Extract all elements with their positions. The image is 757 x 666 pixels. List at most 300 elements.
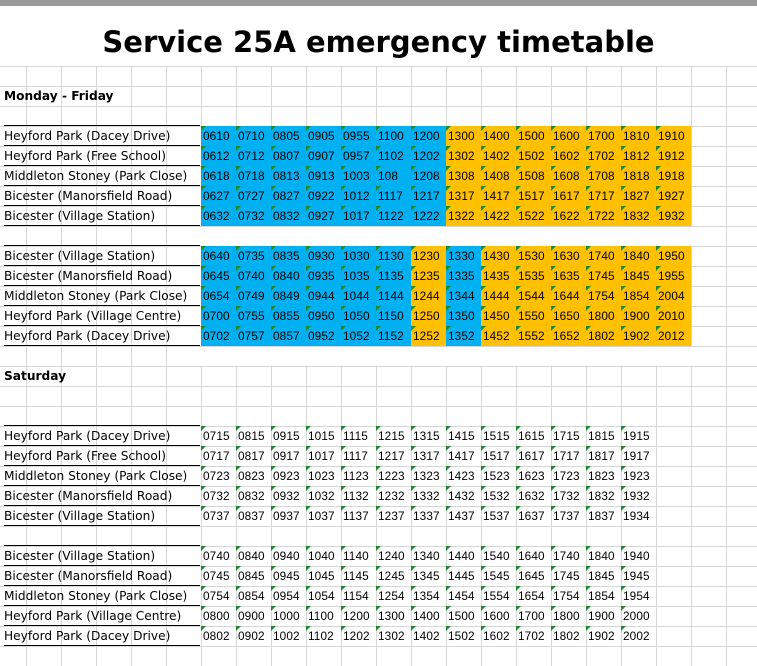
departure-time-cell[interactable]: 1117 xyxy=(376,186,411,206)
section-heading: Monday - Friday xyxy=(4,89,114,103)
departure-time-cell[interactable]: 1423 xyxy=(446,466,481,486)
departure-time-cell[interactable]: 1927 xyxy=(656,186,691,206)
departure-time-cell[interactable]: 1350 xyxy=(446,306,481,326)
departure-time-cell[interactable]: 0900 xyxy=(236,606,271,626)
departure-time-cell[interactable]: 1254 xyxy=(376,586,411,606)
timetable-row xyxy=(0,466,757,486)
departure-time-cell[interactable]: 1517 xyxy=(516,186,551,206)
departure-time-cell[interactable]: 1037 xyxy=(306,506,341,526)
departure-time-cell[interactable]: 1035 xyxy=(341,266,376,286)
departure-time-cell[interactable]: 0930 xyxy=(306,246,341,266)
departure-time-cell[interactable]: 1217 xyxy=(411,186,446,206)
departure-time-cell[interactable]: 1402 xyxy=(481,146,516,166)
stop-name-cell[interactable]: Heyford Park (Village Centre) xyxy=(4,309,182,323)
stop-name-cell[interactable]: Middleton Stoney (Park Close) xyxy=(4,289,188,303)
departure-time-cell[interactable]: 0627 xyxy=(201,186,236,206)
departure-time-cell[interactable]: 1100 xyxy=(306,606,341,626)
departure-time-cell[interactable]: 1323 xyxy=(411,466,446,486)
departure-time-cell[interactable]: 1202 xyxy=(411,146,446,166)
departure-time-cell[interactable]: 1315 xyxy=(411,426,446,446)
departure-time-cell[interactable]: 1702 xyxy=(516,626,551,646)
departure-time-cell[interactable]: 0944 xyxy=(306,286,341,306)
departure-time-cell[interactable]: 1522 xyxy=(516,206,551,226)
departure-time-cell[interactable]: 1500 xyxy=(446,606,481,626)
departure-time-cell[interactable]: 0802 xyxy=(201,626,236,646)
departure-time-cell[interactable]: 1040 xyxy=(306,546,341,566)
departure-time-cell[interactable]: 1100 xyxy=(376,126,411,146)
timetable-row xyxy=(0,486,757,506)
departure-time-cell[interactable]: 1550 xyxy=(516,306,551,326)
departure-time-cell[interactable]: 1800 xyxy=(551,606,586,626)
departure-time-cell[interactable]: 1054 xyxy=(306,586,341,606)
departure-time-cell[interactable]: 2002 xyxy=(621,626,656,646)
departure-time-cell[interactable]: 0915 xyxy=(271,426,306,446)
departure-time-cell[interactable]: 1802 xyxy=(586,326,621,346)
departure-time-cell[interactable]: 1123 xyxy=(341,466,376,486)
departure-time-cell[interactable]: 1854 xyxy=(621,286,656,306)
departure-time-cell[interactable]: 1918 xyxy=(656,166,691,186)
departure-time-cell[interactable]: 1854 xyxy=(586,586,621,606)
departure-time-cell[interactable]: 0732 xyxy=(236,206,271,226)
departure-time-cell[interactable]: 1902 xyxy=(586,626,621,646)
stop-name-cell[interactable]: Heyford Park (Dacey Drive) xyxy=(4,629,171,643)
departure-time-cell[interactable]: 1654 xyxy=(516,586,551,606)
departure-time-cell[interactable]: 1617 xyxy=(551,186,586,206)
departure-time-cell[interactable]: 1640 xyxy=(516,546,551,566)
departure-time-cell[interactable]: 0654 xyxy=(201,286,236,306)
departure-time-cell[interactable]: 0923 xyxy=(271,466,306,486)
departure-time-cell[interactable]: 1923 xyxy=(621,466,656,486)
departure-time-cell[interactable]: 0755 xyxy=(236,306,271,326)
departure-time-cell[interactable]: 1837 xyxy=(586,506,621,526)
departure-time-cell[interactable]: 1502 xyxy=(446,626,481,646)
departure-time-cell[interactable]: 1540 xyxy=(481,546,516,566)
departure-time-cell[interactable]: 1723 xyxy=(551,466,586,486)
departure-time-cell[interactable]: 1517 xyxy=(481,446,516,466)
departure-time-cell[interactable]: 1045 xyxy=(306,566,341,586)
departure-time-cell[interactable]: 1650 xyxy=(551,306,586,326)
departure-time-cell[interactable]: 1622 xyxy=(551,206,586,226)
departure-time-cell[interactable]: 1700 xyxy=(516,606,551,626)
departure-time-cell[interactable]: 1052 xyxy=(341,326,376,346)
departure-time-cell[interactable]: 1408 xyxy=(481,166,516,186)
departure-time-cell[interactable]: 1117 xyxy=(341,446,376,466)
departure-time-cell[interactable]: 1417 xyxy=(481,186,516,206)
departure-time-cell[interactable]: 1817 xyxy=(586,446,621,466)
departure-time-cell[interactable]: 1352 xyxy=(446,326,481,346)
departure-time-cell[interactable]: 1322 xyxy=(446,206,481,226)
departure-time-cell[interactable]: 1832 xyxy=(586,486,621,506)
departure-time-cell[interactable]: 1102 xyxy=(306,626,341,646)
departure-time-cell[interactable]: 0807 xyxy=(271,146,306,166)
departure-time-cell[interactable]: 1912 xyxy=(656,146,691,166)
departure-time-cell[interactable]: 1508 xyxy=(516,166,551,186)
departure-time-cell[interactable]: 0854 xyxy=(236,586,271,606)
departure-time-cell[interactable]: 2000 xyxy=(621,606,656,626)
departure-time-cell[interactable]: 1415 xyxy=(446,426,481,446)
departure-time-cell[interactable]: 1900 xyxy=(621,306,656,326)
departure-time-cell[interactable]: 1122 xyxy=(376,206,411,226)
departure-time-cell[interactable]: 1554 xyxy=(481,586,516,606)
departure-time-cell[interactable]: 1608 xyxy=(551,166,586,186)
departure-time-cell[interactable]: 0817 xyxy=(236,446,271,466)
departure-time-cell[interactable]: 1337 xyxy=(411,506,446,526)
departure-time-cell[interactable]: 1023 xyxy=(306,466,341,486)
departure-time-cell[interactable]: 0837 xyxy=(236,506,271,526)
departure-time-cell[interactable]: 0754 xyxy=(201,586,236,606)
departure-time-cell[interactable]: 1902 xyxy=(621,326,656,346)
departure-time-cell[interactable]: 1332 xyxy=(411,486,446,506)
departure-time-cell[interactable]: 1152 xyxy=(376,326,411,346)
departure-time-cell[interactable]: 1235 xyxy=(411,266,446,286)
departure-time-cell[interactable]: 1130 xyxy=(376,246,411,266)
stop-name-cell[interactable]: Bicester (Village Station) xyxy=(4,209,156,223)
departure-time-cell[interactable]: 0857 xyxy=(271,326,306,346)
departure-time-cell[interactable]: 1244 xyxy=(411,286,446,306)
departure-time-cell[interactable]: 1845 xyxy=(586,566,621,586)
stop-name-cell[interactable]: Bicester (Manorsfield Road) xyxy=(4,189,173,203)
departure-time-cell[interactable]: 1217 xyxy=(376,446,411,466)
departure-time-cell[interactable]: 0618 xyxy=(201,166,236,186)
departure-time-cell[interactable]: 1050 xyxy=(341,306,376,326)
departure-time-cell[interactable]: 1330 xyxy=(446,246,481,266)
stop-name-cell[interactable]: Bicester (Manorsfield Road) xyxy=(4,569,173,583)
departure-time-cell[interactable]: 2010 xyxy=(656,306,691,326)
departure-time-cell[interactable]: 1630 xyxy=(551,246,586,266)
departure-time-cell[interactable]: 1430 xyxy=(481,246,516,266)
timetable-row xyxy=(0,606,757,626)
departure-time-cell[interactable]: 0907 xyxy=(306,146,341,166)
departure-time-cell[interactable]: 1955 xyxy=(656,266,691,286)
departure-time-cell[interactable]: 1602 xyxy=(551,146,586,166)
departure-time-cell[interactable]: 2004 xyxy=(656,286,691,306)
departure-time-cell[interactable]: 0855 xyxy=(271,306,306,326)
departure-time-cell[interactable]: 1745 xyxy=(586,266,621,286)
departure-time-cell[interactable]: 0813 xyxy=(271,166,306,186)
departure-time-cell[interactable]: 1340 xyxy=(411,546,446,566)
departure-time-cell[interactable]: 1532 xyxy=(481,486,516,506)
departure-time-cell[interactable]: 1535 xyxy=(516,266,551,286)
departure-time-cell[interactable]: 1600 xyxy=(551,126,586,146)
departure-time-cell[interactable]: 1435 xyxy=(481,266,516,286)
departure-time-cell[interactable]: 1552 xyxy=(516,326,551,346)
departure-time-cell[interactable]: 1208 xyxy=(411,166,446,186)
departure-time-cell[interactable]: 1240 xyxy=(376,546,411,566)
departure-time-cell[interactable]: 1910 xyxy=(656,126,691,146)
departure-time-cell[interactable]: 1737 xyxy=(551,506,586,526)
departure-time-cell[interactable]: 0950 xyxy=(306,306,341,326)
departure-time-cell[interactable]: 0745 xyxy=(201,566,236,586)
stop-name-cell[interactable]: Heyford Park (Dacey Drive) xyxy=(4,429,171,443)
departure-time-cell[interactable]: 1810 xyxy=(621,126,656,146)
departure-time-cell[interactable]: 0945 xyxy=(271,566,306,586)
departure-time-cell[interactable]: 1450 xyxy=(481,306,516,326)
departure-time-cell[interactable]: 0800 xyxy=(201,606,236,626)
departure-time-cell[interactable]: 1302 xyxy=(376,626,411,646)
departure-time-cell[interactable]: 1250 xyxy=(411,306,446,326)
departure-time-cell[interactable]: 1915 xyxy=(621,426,656,446)
departure-time-cell[interactable]: 1115 xyxy=(341,426,376,446)
departure-time-cell[interactable]: 1644 xyxy=(551,286,586,306)
departure-time-cell[interactable]: 1344 xyxy=(446,286,481,306)
departure-time-cell[interactable]: 1002 xyxy=(271,626,306,646)
departure-time-cell[interactable]: 1302 xyxy=(446,146,481,166)
departure-time-cell[interactable]: 0957 xyxy=(341,146,376,166)
departure-time-cell[interactable]: 0700 xyxy=(201,306,236,326)
timetable-row xyxy=(0,166,757,186)
departure-time-cell[interactable]: 1637 xyxy=(516,506,551,526)
departure-time-cell[interactable]: 0640 xyxy=(201,246,236,266)
departure-time-cell[interactable]: 1144 xyxy=(376,286,411,306)
departure-time-cell[interactable]: 1632 xyxy=(516,486,551,506)
departure-time-cell[interactable]: 1702 xyxy=(586,146,621,166)
departure-time-cell[interactable]: 1145 xyxy=(341,566,376,586)
departure-time-cell[interactable]: 1017 xyxy=(341,206,376,226)
departure-time-cell[interactable]: 1740 xyxy=(551,546,586,566)
departure-time-cell[interactable]: 0832 xyxy=(236,486,271,506)
departure-time-cell[interactable]: 1544 xyxy=(516,286,551,306)
departure-time-cell[interactable]: 1135 xyxy=(376,266,411,286)
departure-time-cell[interactable]: 0840 xyxy=(236,546,271,566)
departure-time-cell[interactable]: 1545 xyxy=(481,566,516,586)
departure-time-cell[interactable]: 1717 xyxy=(586,186,621,206)
departure-time-cell[interactable]: 1417 xyxy=(446,446,481,466)
stop-name-cell[interactable]: Middleton Stoney (Park Close) xyxy=(4,169,188,183)
departure-time-cell[interactable]: 1444 xyxy=(481,286,516,306)
departure-time-cell[interactable]: 1722 xyxy=(586,206,621,226)
departure-time-cell[interactable]: 1708 xyxy=(586,166,621,186)
departure-time-cell[interactable]: 0823 xyxy=(236,466,271,486)
departure-time-cell[interactable]: 1530 xyxy=(516,246,551,266)
departure-time-cell[interactable]: 0610 xyxy=(201,126,236,146)
stop-name-cell[interactable]: Bicester (Village Station) xyxy=(4,509,156,523)
departure-time-cell[interactable]: 0952 xyxy=(306,326,341,346)
departure-time-cell[interactable]: 1317 xyxy=(411,446,446,466)
departure-time-cell[interactable]: 0917 xyxy=(271,446,306,466)
departure-time-cell[interactable]: 1150 xyxy=(376,306,411,326)
departure-time-cell[interactable]: 1932 xyxy=(621,486,656,506)
departure-time-cell[interactable]: 0932 xyxy=(271,486,306,506)
timetable-row xyxy=(0,146,757,166)
departure-time-cell[interactable]: 1137 xyxy=(341,506,376,526)
departure-time-cell[interactable]: 0612 xyxy=(201,146,236,166)
timetable-row xyxy=(0,186,757,206)
departure-time-cell[interactable]: 0955 xyxy=(341,126,376,146)
departure-time-cell[interactable]: 0927 xyxy=(306,206,341,226)
departure-time-cell[interactable]: 1840 xyxy=(621,246,656,266)
departure-time-cell[interactable]: 1600 xyxy=(481,606,516,626)
departure-time-cell[interactable]: 1140 xyxy=(341,546,376,566)
departure-time-cell[interactable]: 1030 xyxy=(341,246,376,266)
stop-name-cell[interactable]: Middleton Stoney (Park Close) xyxy=(4,469,188,483)
departure-time-cell[interactable]: 1202 xyxy=(341,626,376,646)
departure-time-cell[interactable]: 1840 xyxy=(586,546,621,566)
departure-time-cell[interactable]: 1502 xyxy=(516,146,551,166)
departure-time-cell[interactable]: 0805 xyxy=(271,126,306,146)
departure-time-cell[interactable]: 1652 xyxy=(551,326,586,346)
departure-time-cell[interactable]: 1717 xyxy=(551,446,586,466)
departure-time-cell[interactable]: 1623 xyxy=(516,466,551,486)
stop-name-cell[interactable]: Bicester (Village Station) xyxy=(4,249,156,263)
departure-time-cell[interactable]: 1700 xyxy=(586,126,621,146)
departure-time-cell[interactable]: 1800 xyxy=(586,306,621,326)
departure-time-cell[interactable]: 1818 xyxy=(621,166,656,186)
departure-time-cell[interactable]: 1245 xyxy=(376,566,411,586)
departure-time-cell[interactable]: 1537 xyxy=(481,506,516,526)
departure-time-cell[interactable]: 1917 xyxy=(621,446,656,466)
departure-time-cell[interactable]: 1132 xyxy=(341,486,376,506)
departure-time-cell[interactable]: 1308 xyxy=(446,166,481,186)
departure-time-cell[interactable]: 0740 xyxy=(236,266,271,286)
departure-time-cell[interactable]: 1827 xyxy=(621,186,656,206)
departure-time-cell[interactable]: 0913 xyxy=(306,166,341,186)
departure-time-cell[interactable]: 1932 xyxy=(656,206,691,226)
departure-time-cell[interactable]: 1823 xyxy=(586,466,621,486)
stop-name-cell[interactable]: Heyford Park (Free School) xyxy=(4,449,166,463)
departure-time-cell[interactable]: 1645 xyxy=(516,566,551,586)
departure-time-cell[interactable]: 0715 xyxy=(201,426,236,446)
stop-name-cell[interactable]: Heyford Park (Village Centre) xyxy=(4,609,182,623)
departure-time-cell[interactable]: 1845 xyxy=(621,266,656,286)
timetable-row xyxy=(0,426,757,446)
departure-time-cell[interactable]: 1252 xyxy=(411,326,446,346)
departure-time-cell[interactable]: 1215 xyxy=(376,426,411,446)
departure-time-cell[interactable]: 1515 xyxy=(481,426,516,446)
departure-time-cell[interactable]: 0737 xyxy=(201,506,236,526)
departure-time-cell[interactable]: 1154 xyxy=(341,586,376,606)
departure-time-cell[interactable]: 1300 xyxy=(446,126,481,146)
stop-name-cell[interactable]: Heyford Park (Dacey Drive) xyxy=(4,329,171,343)
departure-time-cell[interactable]: 1354 xyxy=(411,586,446,606)
stop-name-cell[interactable]: Heyford Park (Dacey Drive) xyxy=(4,129,171,143)
departure-time-cell[interactable]: 1815 xyxy=(586,426,621,446)
departure-time-cell[interactable]: 1440 xyxy=(446,546,481,566)
departure-time-cell[interactable]: 1223 xyxy=(376,466,411,486)
departure-time-cell[interactable]: 1602 xyxy=(481,626,516,646)
departure-time-cell[interactable]: 1437 xyxy=(446,506,481,526)
departure-time-cell[interactable]: 1945 xyxy=(621,566,656,586)
departure-time-cell[interactable]: 0827 xyxy=(271,186,306,206)
stop-name-cell[interactable]: Bicester (Manorsfield Road) xyxy=(4,489,173,503)
departure-time-cell[interactable]: 1745 xyxy=(551,566,586,586)
departure-time-cell[interactable]: 0940 xyxy=(271,546,306,566)
departure-time-cell[interactable]: 1754 xyxy=(551,586,586,606)
departure-time-cell[interactable]: 1950 xyxy=(656,246,691,266)
timetable-row xyxy=(0,126,757,146)
departure-time-cell[interactable]: 1732 xyxy=(551,486,586,506)
departure-time-cell[interactable]: 1102 xyxy=(376,146,411,166)
departure-time-cell[interactable]: 0702 xyxy=(201,326,236,346)
departure-time-cell[interactable]: 0749 xyxy=(236,286,271,306)
departure-time-cell[interactable]: 0935 xyxy=(306,266,341,286)
departure-time-cell[interactable]: 1015 xyxy=(306,426,341,446)
page-title: Service 25A emergency timetable xyxy=(102,25,655,59)
departure-time-cell[interactable]: 0735 xyxy=(236,246,271,266)
departure-time-cell[interactable]: 0905 xyxy=(306,126,341,146)
departure-time-cell[interactable]: 1044 xyxy=(341,286,376,306)
departure-time-cell[interactable]: 1940 xyxy=(621,546,656,566)
departure-time-cell[interactable]: 1237 xyxy=(376,506,411,526)
departure-time-cell[interactable]: 0732 xyxy=(201,486,236,506)
departure-time-cell[interactable]: 1345 xyxy=(411,566,446,586)
departure-time-cell[interactable]: 1422 xyxy=(481,206,516,226)
departure-time-cell[interactable]: 0717 xyxy=(201,446,236,466)
departure-time-cell[interactable]: 1523 xyxy=(481,466,516,486)
departure-time-cell[interactable]: 1317 xyxy=(446,186,481,206)
departure-time-cell[interactable]: 0902 xyxy=(236,626,271,646)
departure-time-cell[interactable]: 0710 xyxy=(236,126,271,146)
departure-time-cell[interactable]: 1500 xyxy=(516,126,551,146)
departure-time-cell[interactable]: 1032 xyxy=(306,486,341,506)
departure-time-cell[interactable]: 1740 xyxy=(586,246,621,266)
departure-time-cell[interactable]: 1400 xyxy=(411,606,446,626)
departure-time-cell[interactable]: 0757 xyxy=(236,326,271,346)
departure-time-cell[interactable]: 1300 xyxy=(376,606,411,626)
departure-time-cell[interactable]: 1715 xyxy=(551,426,586,446)
departure-time-cell[interactable]: 1802 xyxy=(551,626,586,646)
departure-time-cell[interactable]: 1832 xyxy=(621,206,656,226)
departure-time-cell[interactable]: 1232 xyxy=(376,486,411,506)
departure-time-cell[interactable]: 1615 xyxy=(516,426,551,446)
departure-time-cell[interactable]: 1812 xyxy=(621,146,656,166)
departure-time-cell[interactable]: 1900 xyxy=(586,606,621,626)
departure-time-cell[interactable]: 108 xyxy=(376,166,411,186)
departure-time-cell[interactable]: 0849 xyxy=(271,286,306,306)
departure-time-cell[interactable]: 0740 xyxy=(201,546,236,566)
departure-time-cell[interactable]: 1000 xyxy=(271,606,306,626)
departure-time-cell[interactable]: 1200 xyxy=(411,126,446,146)
departure-time-cell[interactable]: 0832 xyxy=(271,206,306,226)
departure-time-cell[interactable]: 0922 xyxy=(306,186,341,206)
stop-name-cell[interactable]: Bicester (Manorsfield Road) xyxy=(4,269,173,283)
departure-time-cell[interactable]: 1200 xyxy=(341,606,376,626)
departure-time-cell[interactable]: 1003 xyxy=(341,166,376,186)
departure-time-cell[interactable]: 0712 xyxy=(236,146,271,166)
departure-time-cell[interactable]: 0723 xyxy=(201,466,236,486)
departure-time-cell[interactable]: 2012 xyxy=(656,326,691,346)
departure-time-cell[interactable]: 1445 xyxy=(446,566,481,586)
departure-time-cell[interactable]: 0840 xyxy=(271,266,306,286)
departure-time-cell[interactable]: 1754 xyxy=(586,286,621,306)
departure-time-cell[interactable]: 1635 xyxy=(551,266,586,286)
departure-time-cell[interactable]: 0845 xyxy=(236,566,271,586)
departure-time-cell[interactable]: 1222 xyxy=(411,206,446,226)
departure-time-cell[interactable]: 1617 xyxy=(516,446,551,466)
stop-name-cell[interactable]: Heyford Park (Free School) xyxy=(4,149,166,163)
departure-time-cell[interactable]: 0645 xyxy=(201,266,236,286)
departure-time-cell[interactable]: 1954 xyxy=(621,586,656,606)
departure-time-cell[interactable]: 0727 xyxy=(236,186,271,206)
departure-time-cell[interactable]: 1934 xyxy=(621,506,656,526)
departure-time-cell[interactable]: 1017 xyxy=(306,446,341,466)
departure-time-cell[interactable]: 1335 xyxy=(446,266,481,286)
departure-time-cell[interactable]: 1230 xyxy=(411,246,446,266)
departure-time-cell[interactable]: 1400 xyxy=(481,126,516,146)
departure-time-cell[interactable]: 0718 xyxy=(236,166,271,186)
departure-time-cell[interactable]: 1454 xyxy=(446,586,481,606)
departure-time-cell[interactable]: 1012 xyxy=(341,186,376,206)
departure-time-cell[interactable]: 0632 xyxy=(201,206,236,226)
stop-name-cell[interactable]: Bicester (Village Station) xyxy=(4,549,156,563)
departure-time-cell[interactable]: 0954 xyxy=(271,586,306,606)
departure-time-cell[interactable]: 1402 xyxy=(411,626,446,646)
departure-time-cell[interactable]: 0835 xyxy=(271,246,306,266)
stop-name-cell[interactable]: Middleton Stoney (Park Close) xyxy=(4,589,188,603)
departure-time-cell[interactable]: 1452 xyxy=(481,326,516,346)
departure-time-cell[interactable]: 1432 xyxy=(446,486,481,506)
departure-time-cell[interactable]: 0815 xyxy=(236,426,271,446)
departure-time-cell[interactable]: 0937 xyxy=(271,506,306,526)
